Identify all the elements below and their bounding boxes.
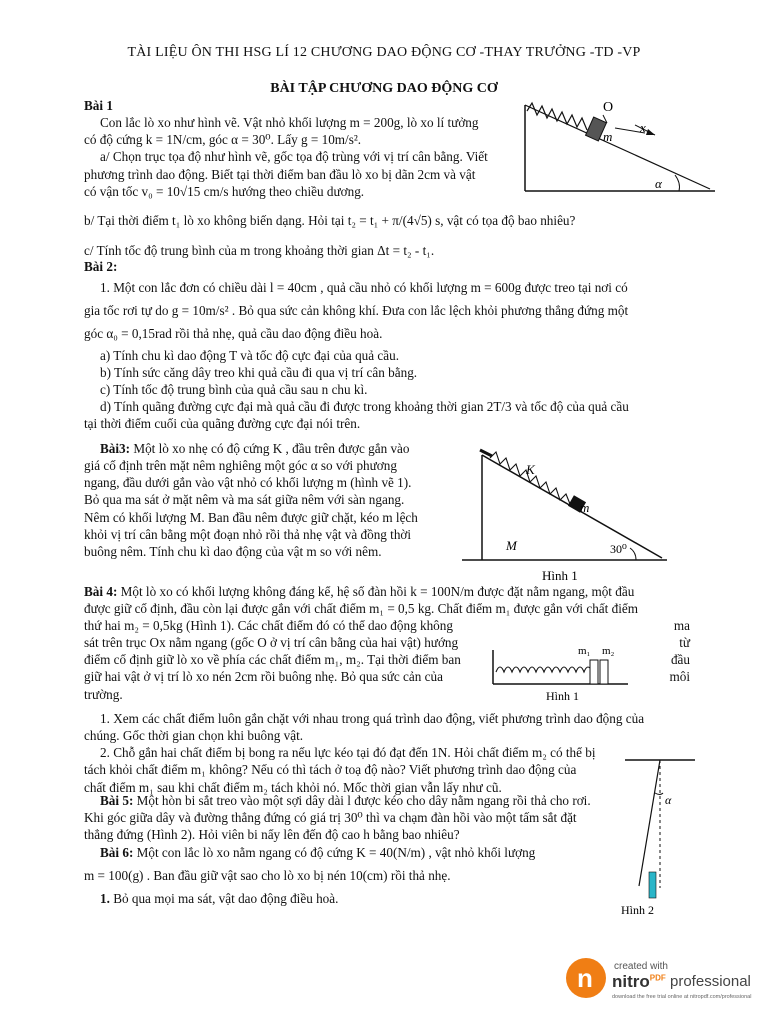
bai4-fig-caption: Hình 1 bbox=[546, 689, 579, 703]
bai2-line: gia tốc rơi tự do g = 10m/s² . Bỏ qua sức cản không khí. Đưa con lắc lệch khỏi phương thẳng đứng một bbox=[84, 303, 629, 319]
bai2-line: góc α₀ = 0,15rad rồi thả nhẹ, quả cầu dao động điều hoà. bbox=[84, 326, 383, 342]
bai4-line: thứ hai m₂ = 0,5kg (Hình 1). Các chất điểm đó có thể dao động không bbox=[84, 618, 453, 633]
bai5-line: Khi góc giữa dây và đường thẳng đứng có giá trị 30⁰ thì va chạm đàn hồi vào một tấm sắt đặt bbox=[84, 810, 577, 826]
watermark-product: professional bbox=[670, 973, 751, 990]
bai6-section bbox=[84, 844, 614, 907]
bai2-item: b) Tính sức căng dây treo khi quả cầu đi qua vị trí cân bằng. bbox=[100, 364, 418, 380]
bai6-line: m = 100(g) . Ban đầu giữ vật sao cho lò xo bị nén 10(cm) rồi thả nhẹ. bbox=[84, 868, 451, 884]
bai2-item: d) Tính quãng đường cực đại mà quả cầu đi được trong khoảng thời gian 2T/3 và tốc độ của quả cầu bbox=[100, 399, 629, 415]
bai3-line: Nêm có khối lượng M. Ban đầu nêm được giữ chặt, kéo m lệch bbox=[84, 509, 418, 525]
bai2-line: 1. Một con lắc đơn có chiều dài l = 40cm , quả cầu nhỏ có khối lượng m = 600g được treo tại nơi có bbox=[100, 280, 628, 296]
bai4-line: giữ hai vật ở vị trí lò xo nén 2cm rồi buông nhẹ. Bỏ qua sức cản của bbox=[84, 669, 443, 685]
bai1-fig-alpha: α bbox=[655, 176, 662, 191]
bai4-line: được giữ cố định, đầu còn lại được gắn với chất điểm m₁ = 0,5 kg. Chất điểm m₁ được gắn với chất điểm bbox=[84, 601, 638, 617]
bai4-fig-m2: m₂ bbox=[602, 645, 615, 657]
bai3-line: giá cố định trên mặt nêm nghiêng một góc α so với phương bbox=[84, 458, 397, 474]
watermark-footer: download the free trial online at nitropdf.com/professional bbox=[612, 994, 752, 1000]
bai4-right-col bbox=[650, 617, 690, 686]
bai3-line: Một lò xo nhẹ có độ cứng K , đầu trên được gắn vào bbox=[130, 441, 410, 456]
bai1-fig-m: m bbox=[603, 129, 613, 144]
bai4-right-word: môi bbox=[669, 669, 690, 685]
document-title: BÀI TẬP CHƯƠNG DAO ĐỘNG CƠ bbox=[270, 81, 498, 96]
watermark-created: created with bbox=[614, 961, 668, 972]
bai1-fig-o: O bbox=[603, 100, 614, 115]
bai3-line: buông nêm. Tính chu kì dao động của vật m so với nêm. bbox=[84, 543, 382, 559]
bai1-line-c: c/ Tính tốc độ trung bình của m trong khoảng thời gian Δt = t₂ - t₁. bbox=[84, 243, 435, 258]
bai2-label: Bài 2: bbox=[84, 259, 118, 274]
bai3-fig-m: m bbox=[580, 500, 590, 515]
bai2-section bbox=[84, 258, 684, 432]
bai2-item: c) Tính tốc độ trung bình của quả cầu sau n chu kì. bbox=[100, 381, 368, 397]
bai3-fig-caption: Hình 1 bbox=[542, 568, 578, 583]
bai3-section bbox=[84, 440, 456, 560]
nitro-watermark bbox=[566, 954, 766, 1014]
bai5-figure bbox=[615, 748, 715, 923]
bai4-line: điểm cố định giữ lò xo về phía các chất điểm m₁, m₂. Tại thời điểm ban bbox=[84, 652, 461, 668]
bai5-fig-alpha: α bbox=[665, 793, 672, 807]
bai5-line: thẳng đứng (Hình 2). Hỏi viên bi nẩy lên đến độ cao h bằng bao nhiêu? bbox=[84, 827, 460, 843]
bai6-label: Bài 6: bbox=[100, 845, 134, 860]
bai4-part: chúng. Gốc thời gian chọn khi buông vật. bbox=[84, 728, 304, 744]
bai3-fig-big-m: M bbox=[506, 538, 517, 553]
bai1-line: có vận tốc v₀ = 10√15 cm/s hướng theo chiều dương. bbox=[84, 183, 365, 199]
bai3-fig-angle: 30⁰ bbox=[610, 542, 627, 556]
bai4-left-col bbox=[84, 617, 484, 703]
nitro-logo-icon: n bbox=[566, 958, 606, 998]
bai1-fig-x: x bbox=[640, 120, 646, 135]
bai4-line: Một lò xo có khối lượng không đáng kể, hệ số đàn hồi k = 100N/m được đặt nằm ngang, một đầu bbox=[117, 584, 635, 599]
bai3-line: khỏi vị trí cân bằng một đoạn nhỏ rồi thả nhẹ vật và đồng thời bbox=[84, 526, 412, 542]
bai1-section bbox=[84, 97, 516, 200]
bai5-fig-caption: Hình 2 bbox=[621, 903, 654, 917]
bai1-figure bbox=[515, 95, 720, 200]
bai1-line: phương trình dao động. Biết tại thời điểm ban đầu lò xo bị dãn 2cm và vật bbox=[84, 166, 476, 182]
bai4-right-word: ma bbox=[673, 618, 690, 633]
bai3-figure bbox=[462, 440, 672, 585]
watermark-brand bbox=[612, 971, 666, 993]
bai4-section bbox=[84, 583, 684, 617]
document-header: TÀI LIỆU ÔN THI HSG LÍ 12 CHƯƠNG DAO ĐỘNG CƠ -THAY TRƯỞNG -TD -VP bbox=[127, 45, 641, 60]
bai2-item: a) Tính chu kì dao động T và tốc độ cực đại của quả cầu. bbox=[100, 347, 400, 363]
watermark-brand-sup: PDF bbox=[649, 973, 666, 983]
bai1-line-b: b/ Tại thời điểm t₁ lò xo không biến dạng. Hỏi tại t₂ = t₁ + π/(4√5) s, vật có tọa độ bao nhiêu? bbox=[84, 213, 576, 228]
bai1-label: Bài 1 bbox=[84, 98, 113, 113]
bai4-part: tách khỏi chất điểm m₁ không? Nếu có thì tách ở toạ độ nào? Viết phương trình dao động của bbox=[84, 762, 577, 778]
bai4-part: 2. Chỗ gắn hai chất điểm bị bong ra nếu lực kéo tại đó đạt đến 1N. Hỏi chất điểm m₂ có thể bị bbox=[100, 745, 596, 761]
bai4-line: trường. bbox=[84, 686, 123, 702]
bai3-line: Bỏ qua ma sát ở mặt nêm và ma sát giữa nêm với sàn ngang. bbox=[84, 492, 405, 508]
bai4-fig-m1: m₁ bbox=[578, 645, 591, 657]
bai5-label: Bài 5: bbox=[100, 793, 134, 808]
bai4-parts bbox=[84, 710, 684, 796]
bai4-line: sát trên trục Ox nằm ngang (gốc O ở vị trí cân bằng của hai vật) hướng bbox=[84, 635, 459, 651]
bai6-item-num: 1. bbox=[100, 891, 110, 907]
bai6-line: Một con lắc lò xo nằm ngang có độ cứng K = 40(N/m) , vật nhỏ khối lượng bbox=[133, 845, 536, 860]
bai3-line: ngang, đầu dưới gắn vào vật nhỏ có khối lượng m (hình vẽ 1). bbox=[84, 475, 412, 491]
bai5-section bbox=[84, 792, 609, 843]
bai1-line: có độ cứng k = 1N/cm, góc α = 30⁰. Lấy g = 10m/s². bbox=[84, 132, 362, 148]
bai4-figure bbox=[488, 640, 633, 705]
watermark-brand-name: nitro bbox=[612, 972, 650, 991]
bai2-item: tại thời điểm cuối của quãng đường cực đại nói trên. bbox=[84, 416, 361, 432]
bai4-part: chất điểm m₁ sau khi chất điểm m₂ tách khỏi nó. Mốc thời gian vẫn lấy như cũ. bbox=[84, 779, 502, 795]
bai1-line: Con lắc lò xo như hình vẽ. Vật nhỏ khối lượng m = 200g, lò xo lí tưởng bbox=[100, 115, 479, 131]
bai6-line: Bỏ qua mọi ma sát, vật dao động điều hoà. bbox=[109, 891, 339, 907]
bai4-right-word: đầu bbox=[670, 652, 690, 668]
bai1-line: a/ Chọn trục tọa độ như hình vẽ, gốc tọa độ trùng với vị trí cân bằng. Viết bbox=[100, 149, 488, 165]
bai4-right-word: từ bbox=[679, 635, 690, 651]
bai5-line: Một hòn bi sắt treo vào một sợi dây dài l được kéo cho dây nằm ngang rồi thả cho rơi. bbox=[133, 793, 591, 808]
bai3-label: Bài3: bbox=[100, 441, 131, 456]
bai4-label: Bài 4: bbox=[84, 584, 118, 599]
bai4-part: 1. Xem các chất điểm luôn gắn chặt với nhau trong quá trình dao động, viết phương trình dao động của bbox=[100, 711, 645, 726]
bai3-fig-k: K bbox=[526, 462, 535, 477]
